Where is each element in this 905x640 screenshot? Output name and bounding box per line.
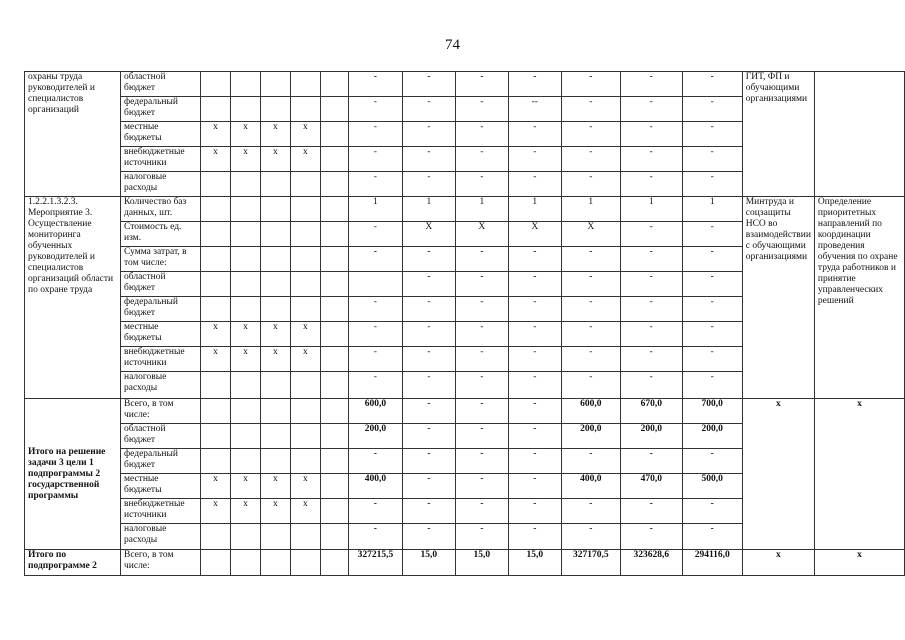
mark-cell (260, 97, 290, 122)
mark-cell (290, 399, 320, 424)
value-cell: - (455, 399, 508, 424)
value-cell: - (455, 372, 508, 399)
value-cell: - (561, 97, 620, 122)
value-cell: - (455, 499, 508, 524)
mark-cell: x (290, 347, 320, 372)
value-cell: 1 (561, 197, 620, 222)
executor-cell: ГИТ, ФП и обучающими организациями (742, 72, 814, 197)
value-cell: - (402, 97, 455, 122)
spacer-cell (320, 424, 348, 449)
value-cell: 1 (455, 197, 508, 222)
mark-cell: x (290, 474, 320, 499)
value-cell: 470,0 (620, 474, 682, 499)
value-cell: - (402, 72, 455, 97)
mark-cell: x (230, 474, 260, 499)
funding-source: налоговые расходы (120, 172, 200, 197)
spacer-cell (320, 474, 348, 499)
value-cell: 1 (508, 197, 561, 222)
value-cell: - (682, 347, 742, 372)
value-cell: 600,0 (348, 399, 402, 424)
result-cell: x (814, 550, 904, 576)
value-cell: - (620, 272, 682, 297)
mark-cell (290, 197, 320, 222)
mark-cell (290, 247, 320, 272)
spacer-cell (320, 72, 348, 97)
mark-cell (230, 222, 260, 247)
value-cell: - (455, 147, 508, 172)
value-cell: - (561, 524, 620, 550)
value-cell: - (508, 449, 561, 474)
spacer-cell (320, 247, 348, 272)
mark-cell (260, 72, 290, 97)
value-cell: - (682, 272, 742, 297)
mark-cell: x (260, 499, 290, 524)
value-cell: - (348, 122, 402, 147)
mark-cell (260, 172, 290, 197)
executor-cell: x (742, 399, 814, 550)
value-cell: 323628,6 (620, 550, 682, 576)
value-cell: - (402, 272, 455, 297)
value-cell: - (682, 122, 742, 147)
value-cell: - (402, 499, 455, 524)
spacer-cell (320, 147, 348, 172)
mark-cell: x (230, 322, 260, 347)
value-cell: - (508, 347, 561, 372)
value-cell: - (348, 72, 402, 97)
value-cell: - (561, 297, 620, 322)
mark-cell (230, 524, 260, 550)
value-cell: 327170,5 (561, 550, 620, 576)
funding-source: внебюджетные источники (120, 147, 200, 172)
value-cell: - (508, 399, 561, 424)
value-cell: - (455, 347, 508, 372)
value-cell: - (402, 524, 455, 550)
mark-cell (230, 97, 260, 122)
value-cell: - (508, 147, 561, 172)
mark-cell: x (200, 147, 230, 172)
value-cell: - (682, 322, 742, 347)
value-cell: 200,0 (348, 424, 402, 449)
value-cell: - (348, 524, 402, 550)
spacer-cell (320, 122, 348, 147)
value-cell: - (620, 322, 682, 347)
value-cell: - (682, 72, 742, 97)
value-cell: - (348, 499, 402, 524)
mark-cell (260, 372, 290, 399)
value-cell: - (620, 347, 682, 372)
value-cell: - (348, 297, 402, 322)
mark-cell: x (200, 122, 230, 147)
value-cell: - (682, 372, 742, 399)
mark-cell (200, 424, 230, 449)
mark-cell: x (200, 322, 230, 347)
value-cell: 1 (348, 197, 402, 222)
mark-cell (200, 449, 230, 474)
value-cell: - (682, 247, 742, 272)
value-cell: - (561, 147, 620, 172)
value-cell: 15,0 (455, 550, 508, 576)
mark-cell (200, 399, 230, 424)
value-cell: - (455, 172, 508, 197)
value-cell: - (508, 474, 561, 499)
mark-cell (200, 524, 230, 550)
funding-source: местные бюджеты (120, 322, 200, 347)
mark-cell: x (200, 499, 230, 524)
mark-cell (200, 222, 230, 247)
value-cell: - (561, 122, 620, 147)
spacer-cell (320, 272, 348, 297)
mark-cell: x (230, 122, 260, 147)
mark-cell: x (290, 122, 320, 147)
value-cell: - (682, 499, 742, 524)
value-cell: - (620, 499, 682, 524)
table-row (25, 197, 905, 222)
value-cell: - (402, 247, 455, 272)
value-cell: - (402, 399, 455, 424)
funding-source: областной бюджет (120, 272, 200, 297)
value-cell: 200,0 (561, 424, 620, 449)
funding-source: областной бюджет (120, 424, 200, 449)
value-cell: - (455, 297, 508, 322)
mark-cell (290, 524, 320, 550)
page-number: 74 (445, 37, 460, 53)
value-cell: - (348, 222, 402, 247)
value-cell: - (561, 372, 620, 399)
mark-cell (290, 222, 320, 247)
mark-cell: x (290, 147, 320, 172)
value-cell: - (402, 297, 455, 322)
value-cell: - (561, 247, 620, 272)
value-cell: - (682, 97, 742, 122)
spacer-cell (320, 297, 348, 322)
mark-cell (290, 372, 320, 399)
funding-source: Количество баз данных, шт. (120, 197, 200, 222)
value-cell: - (682, 449, 742, 474)
mark-cell (230, 172, 260, 197)
value-cell: - (455, 97, 508, 122)
value-cell: - (508, 122, 561, 147)
value-cell (348, 272, 402, 297)
mark-cell (290, 297, 320, 322)
value-cell: X (508, 222, 561, 247)
mark-cell (230, 72, 260, 97)
value-cell: - (508, 272, 561, 297)
value-cell: - (402, 322, 455, 347)
row-group-name: Итого на решение задачи 3 цели 1 подпрограммы 2 государственной программы (25, 399, 121, 550)
value-cell: - (402, 172, 455, 197)
value-cell: - (402, 147, 455, 172)
value-cell: - (508, 372, 561, 399)
value-cell: 400,0 (561, 474, 620, 499)
value-cell: 200,0 (682, 424, 742, 449)
mark-cell: x (200, 347, 230, 372)
value-cell: - (402, 347, 455, 372)
funding-source: Стоимость ед. изм. (120, 222, 200, 247)
funding-source: Сумма затрат, в том числе: (120, 247, 200, 272)
mark-cell (260, 247, 290, 272)
mark-cell (230, 399, 260, 424)
mark-cell (290, 172, 320, 197)
mark-cell: x (200, 474, 230, 499)
spacer-cell (320, 172, 348, 197)
mark-cell (230, 272, 260, 297)
value-cell: X (402, 222, 455, 247)
value-cell: - (348, 147, 402, 172)
mark-cell (200, 297, 230, 322)
mark-cell: x (260, 474, 290, 499)
value-cell: -- (508, 97, 561, 122)
spacer-cell (320, 372, 348, 399)
mark-cell (230, 424, 260, 449)
spacer-cell (320, 550, 348, 576)
spacer-cell (320, 222, 348, 247)
result-cell: Определение приоритетных направлений по координации проведения обучения по охране труда работников и принятие управленческих решений (814, 197, 904, 399)
mark-cell: x (230, 147, 260, 172)
table-row (25, 72, 905, 97)
value-cell: - (508, 247, 561, 272)
value-cell: X (455, 222, 508, 247)
mark-cell (260, 222, 290, 247)
mark-cell (260, 399, 290, 424)
mark-cell: x (230, 347, 260, 372)
value-cell: - (620, 222, 682, 247)
mark-cell (290, 449, 320, 474)
value-cell: - (508, 72, 561, 97)
table-row (25, 550, 905, 576)
value-cell: - (348, 449, 402, 474)
value-cell: - (402, 424, 455, 449)
mark-cell (200, 72, 230, 97)
mark-cell (200, 272, 230, 297)
value-cell: - (348, 97, 402, 122)
funding-source: внебюджетные источники (120, 347, 200, 372)
spacer-cell (320, 524, 348, 550)
value-cell: - (402, 122, 455, 147)
mark-cell: x (290, 499, 320, 524)
mark-cell (290, 97, 320, 122)
funding-source: налоговые расходы (120, 372, 200, 399)
value-cell: - (348, 172, 402, 197)
value-cell: - (620, 247, 682, 272)
value-cell: - (455, 474, 508, 499)
funding-source: налоговые расходы (120, 524, 200, 550)
value-cell: - (620, 147, 682, 172)
mark-cell (260, 424, 290, 449)
value-cell: - (561, 322, 620, 347)
value-cell: - (561, 347, 620, 372)
funding-source: местные бюджеты (120, 122, 200, 147)
value-cell: 500,0 (682, 474, 742, 499)
value-cell: 15,0 (508, 550, 561, 576)
mark-cell (230, 197, 260, 222)
value-cell: - (682, 147, 742, 172)
value-cell: - (508, 499, 561, 524)
value-cell: - (561, 449, 620, 474)
mark-cell: x (260, 147, 290, 172)
mark-cell (290, 72, 320, 97)
mark-cell (260, 550, 290, 576)
spacer-cell (320, 97, 348, 122)
value-cell: - (455, 424, 508, 449)
value-cell: - (620, 72, 682, 97)
mark-cell: x (290, 322, 320, 347)
spacer-cell (320, 449, 348, 474)
value-cell: 327215,5 (348, 550, 402, 576)
value-cell: - (455, 122, 508, 147)
value-cell: - (348, 372, 402, 399)
value-cell: - (455, 322, 508, 347)
mark-cell (200, 197, 230, 222)
value-cell: - (455, 72, 508, 97)
mark-cell (200, 247, 230, 272)
spacer-cell (320, 347, 348, 372)
value-cell: 294116,0 (682, 550, 742, 576)
funding-source: областной бюджет (120, 72, 200, 97)
funding-source: Всего, в том числе: (120, 550, 200, 576)
value-cell: - (561, 499, 620, 524)
value-cell: - (402, 474, 455, 499)
mark-cell (230, 297, 260, 322)
value-cell: 200,0 (620, 424, 682, 449)
mark-cell (290, 550, 320, 576)
value-cell: 670,0 (620, 399, 682, 424)
value-cell: - (682, 222, 742, 247)
value-cell: - (508, 424, 561, 449)
value-cell: - (402, 372, 455, 399)
mark-cell (200, 372, 230, 399)
value-cell: - (620, 122, 682, 147)
mark-cell: x (260, 347, 290, 372)
value-cell: 15,0 (402, 550, 455, 576)
value-cell: X (561, 222, 620, 247)
value-cell: 700,0 (682, 399, 742, 424)
value-cell: - (455, 272, 508, 297)
funding-source: Всего, в том числе: (120, 399, 200, 424)
mark-cell (230, 372, 260, 399)
value-cell: - (620, 297, 682, 322)
table-row (25, 399, 905, 424)
value-cell: 1 (620, 197, 682, 222)
value-cell: - (561, 172, 620, 197)
value-cell: - (561, 72, 620, 97)
value-cell: 1 (402, 197, 455, 222)
funding-source: внебюджетные источники (120, 499, 200, 524)
funding-source: федеральный бюджет (120, 297, 200, 322)
mark-cell (200, 97, 230, 122)
mark-cell (260, 524, 290, 550)
mark-cell (260, 197, 290, 222)
value-cell: - (682, 524, 742, 550)
funding-source: федеральный бюджет (120, 449, 200, 474)
executor-cell: Минтруда и соцзащиты НСО во взаимодействии с обучающими организациями (742, 197, 814, 399)
result-cell: x (814, 399, 904, 550)
program-table (24, 71, 905, 576)
mark-cell (200, 172, 230, 197)
mark-cell (230, 449, 260, 474)
value-cell: - (620, 372, 682, 399)
value-cell: - (402, 449, 455, 474)
value-cell: - (348, 322, 402, 347)
value-cell: - (620, 524, 682, 550)
mark-cell (260, 297, 290, 322)
mark-cell: x (230, 499, 260, 524)
value-cell: - (682, 297, 742, 322)
row-group-name: Итого по подпрограмме 2 (25, 550, 121, 576)
funding-source: федеральный бюджет (120, 97, 200, 122)
value-cell: - (455, 449, 508, 474)
value-cell: - (455, 524, 508, 550)
result-cell (814, 72, 904, 197)
mark-cell (200, 550, 230, 576)
value-cell: - (508, 297, 561, 322)
value-cell: - (620, 449, 682, 474)
row-group-name: 1.2.2.1.3.2.3. Мероприятие 3. Осуществление мониторинга обученных руководителей и специалистов организаций области по охране труда (25, 197, 121, 399)
spacer-cell (320, 499, 348, 524)
value-cell: - (508, 524, 561, 550)
value-cell: 600,0 (561, 399, 620, 424)
value-cell: - (508, 172, 561, 197)
mark-cell: x (260, 122, 290, 147)
spacer-cell (320, 399, 348, 424)
mark-cell (230, 550, 260, 576)
value-cell: - (508, 322, 561, 347)
row-group-name: охраны труда руководителей и специалистов организаций (25, 72, 121, 197)
value-cell: - (348, 347, 402, 372)
mark-cell (290, 424, 320, 449)
mark-cell (230, 247, 260, 272)
value-cell: - (561, 272, 620, 297)
funding-source: местные бюджеты (120, 474, 200, 499)
mark-cell (290, 272, 320, 297)
value-cell: - (348, 247, 402, 272)
value-cell: - (620, 172, 682, 197)
value-cell: - (620, 97, 682, 122)
spacer-cell (320, 322, 348, 347)
mark-cell: x (260, 322, 290, 347)
value-cell: - (455, 247, 508, 272)
mark-cell (260, 272, 290, 297)
mark-cell (260, 449, 290, 474)
value-cell: 1 (682, 197, 742, 222)
spacer-cell (320, 197, 348, 222)
executor-cell: x (742, 550, 814, 576)
value-cell: 400,0 (348, 474, 402, 499)
value-cell: - (682, 172, 742, 197)
